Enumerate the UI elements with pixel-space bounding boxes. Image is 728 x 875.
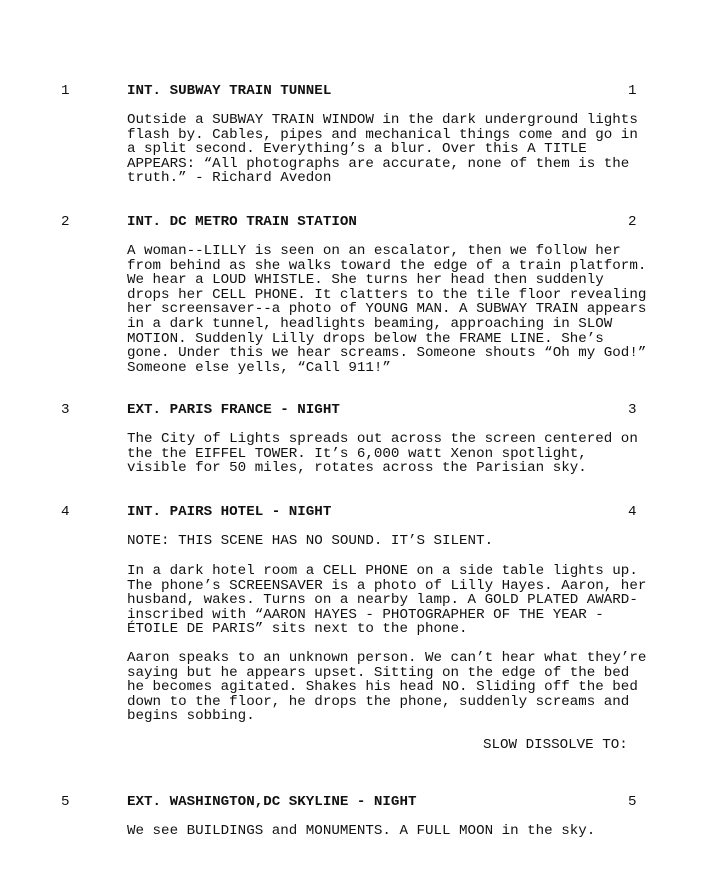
scene-number-left: 3 bbox=[61, 402, 70, 418]
action-paragraph: The City of Lights spreads out across the screen centered on the the EIFFEL TOWER. It’s 6,000 watt Xenon spotlight, visible for 50 miles, rotates across the Parisian sky. bbox=[127, 431, 638, 477]
scene-number-left: 1 bbox=[61, 83, 70, 99]
scene-heading: INT. SUBWAY TRAIN TUNNEL bbox=[127, 83, 332, 99]
scene-heading: INT. DC METRO TRAIN STATION bbox=[127, 214, 357, 230]
action-paragraph: Outside a SUBWAY TRAIN WINDOW in the dark underground lights flash by. Cables, pipes and mechanical things come and go in a split second. Everything’s a blur. Over this A TITLE APPEARS: “All photographs are accurate, none of them is the truth.” - Richard Avedon bbox=[127, 112, 638, 187]
action-paragraph: We see BUILDINGS and MONUMENTS. A FULL MOON in the sky. bbox=[127, 823, 596, 839]
action-paragraph: A woman--LILLY is seen on an escalator, then we follow her from behind as she walks toward the edge of a train platform. We hear a LOUD WHISTLE. She turns her head then suddenly drops her CELL PHONE. It clatters to the tile floor revealing her screensaver--a photo of YOUNG MAN. A SUBWAY TRAIN appears in a dark tunnel, headlights beaming, approaching in SLOW MOTION. Suddenly Lilly drops below the FRAME LINE. She’s gone. Under this we hear screams. Someone shouts “Oh my God!” Someone else yells, “Call 911!” bbox=[127, 243, 647, 376]
scene-number-right: 5 bbox=[628, 794, 637, 810]
scene-note: NOTE: THIS SCENE HAS NO SOUND. IT’S SILENT. bbox=[127, 533, 494, 549]
scene-heading: EXT. PARIS FRANCE - NIGHT bbox=[127, 402, 340, 418]
scene-number-right: 1 bbox=[628, 83, 637, 99]
scene-heading: INT. PAIRS HOTEL - NIGHT bbox=[127, 504, 332, 520]
scene-heading: EXT. WASHINGTON,DC SKYLINE - NIGHT bbox=[127, 794, 417, 810]
scene-number-right: 3 bbox=[628, 402, 637, 418]
scene-number-right: 2 bbox=[628, 214, 637, 230]
scene-number-left: 2 bbox=[61, 214, 70, 230]
action-paragraph: Aaron speaks to an unknown person. We can’t hear what they’re saying but he appears upset. Sitting on the edge of the bed he becomes agitated. Shakes his head NO. Sliding off the bed down to the floor, he drops the phone, suddenly screams and begins sobbing. bbox=[127, 650, 647, 725]
transition: SLOW DISSOLVE TO: bbox=[483, 737, 628, 753]
action-paragraph: In a dark hotel room a CELL PHONE on a side table lights up. The phone’s SCREENSAVER is a photo of Lilly Hayes. Aaron, her husband, wakes. Turns on a nearby lamp. A GOLD PLATED AWARD- inscribed with “AARON HAYES - PHOTOGRAPHER OF THE YEAR - ÉTOILE DE PARIS” sits next to the phone. bbox=[127, 563, 647, 638]
scene-number-left: 4 bbox=[61, 504, 70, 520]
scene-number-left: 5 bbox=[61, 794, 70, 810]
scene-number-right: 4 bbox=[628, 504, 637, 520]
